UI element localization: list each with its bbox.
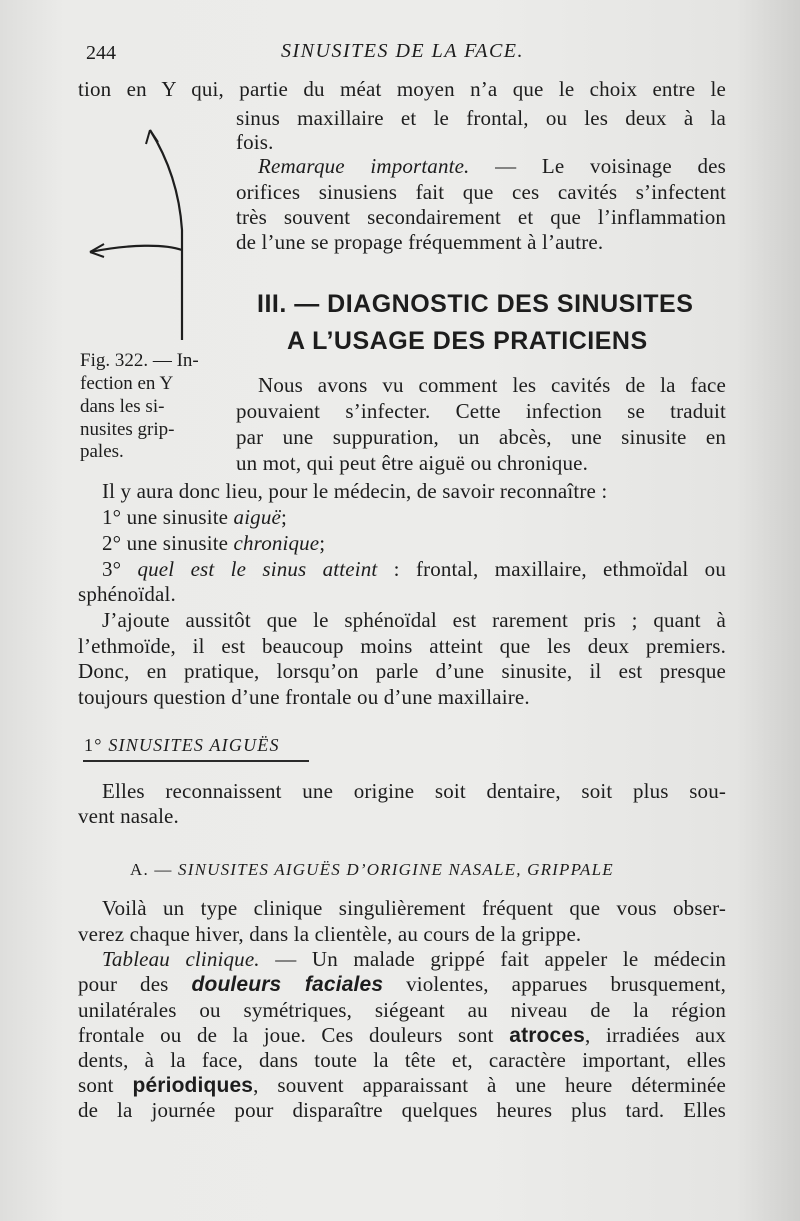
list-number: 2° <box>102 531 122 555</box>
page-number: 244 <box>86 42 116 64</box>
body-text-line: Il y aura donc lieu, pour le médecin, de savoir reconnaître : <box>102 479 608 503</box>
section-title-line2: A L’USAGE DES PRATICIENS <box>287 327 648 355</box>
subsection-heading <box>84 735 280 756</box>
list-text: une sinusite <box>121 531 234 555</box>
section-title-line1: III. — DIAGNOSTIC DES SINUSITES <box>257 290 694 318</box>
subsection-a-heading <box>130 860 614 880</box>
list-emphasis: quel est le sinus atteint <box>121 557 378 581</box>
body-text-line: l’ethmoïde, il est beaucoup moins atteint que les deux premiers. <box>78 634 726 658</box>
body-text-line: tion en Y qui, partie du méat moyen n’a que le choix entre le <box>78 77 726 101</box>
figure-caption-line: dans les si- <box>80 396 165 417</box>
tableau-text: , souvent apparaissant à une heure déterminée <box>253 1073 726 1097</box>
list-emphasis: chronique <box>233 531 320 555</box>
list-text: : frontal, maxillaire, ethmoïdal ou <box>377 557 726 581</box>
body-text-line: un mot, qui peut être aiguë ou chronique. <box>236 451 588 475</box>
remark-text: — Le voisinage des <box>469 154 726 178</box>
body-text-line: dents, à la face, dans toute la tête et, caractère important, elles <box>78 1048 726 1072</box>
tableau-text: violentes, apparues brusquement, <box>383 972 726 996</box>
remark-line <box>258 154 726 178</box>
body-text-line: Voilà un type clinique singulièrement fréquent que vous obser- <box>102 896 726 920</box>
body-text-line: par une suppuration, un abcès, une sinusite en <box>236 425 726 449</box>
figure-main-stem <box>150 130 182 340</box>
body-text-line: Nous avons vu comment les cavités de la face <box>258 373 726 397</box>
list-punctuation: ; <box>319 531 326 555</box>
list-number: 1° <box>102 505 122 529</box>
tableau-text: frontale ou de la joue. Ces douleurs sont <box>78 1023 510 1047</box>
remark-label: Remarque importante. <box>258 154 470 178</box>
tableau-text: — Un malade grippé fait appeler le médecin <box>259 947 726 971</box>
figure-caption-line: fection en Y <box>80 373 174 394</box>
tableau-line <box>78 1023 726 1048</box>
tableau-line <box>78 972 726 997</box>
figure-caption-line: Fig. 322. — In- <box>80 350 199 371</box>
body-text-line: sphénoïdal. <box>78 582 176 606</box>
list-text: une sinusite <box>121 505 234 529</box>
body-text-line: de l’une se propage fréquemment à l’autre. <box>236 230 604 254</box>
list-item-3 <box>102 557 726 581</box>
subsection-a-title: SINUSITES AIGUËS D’ORIGINE NASALE, GRIPPALE <box>178 860 614 879</box>
body-text-line: de la journée pour disparaître quelques heures plus tard. Elles <box>78 1098 726 1122</box>
list-emphasis: aiguë <box>233 505 281 529</box>
tableau-line <box>78 1073 726 1098</box>
list-number: 3° <box>102 557 122 581</box>
body-text-line: toujours question d’une frontale ou d’une maxillaire. <box>78 685 530 709</box>
body-text-line: très souvent secondairement et que l’inflammation <box>236 205 726 229</box>
emphasis-periodiques: périodiques <box>132 1074 254 1097</box>
subsection-title: SINUSITES AIGUËS <box>108 735 280 755</box>
body-text-line: sinus maxillaire et le frontal, ou les deux à la <box>236 106 726 130</box>
figure-322-y-diagram <box>80 120 190 345</box>
tableau-text: , irradiées aux <box>585 1023 726 1047</box>
subsection-number: 1° <box>84 735 103 755</box>
emphasis-douleurs-faciales: douleurs faciales <box>191 973 384 996</box>
body-text-line: Donc, en pratique, lorsqu’on parle d’une sinusite, il est presque <box>78 659 726 683</box>
running-title: SINUSITES DE LA FACE. <box>281 40 524 62</box>
tableau-label: Tableau clinique. <box>102 947 260 971</box>
body-text-line: unilatérales ou symétriques, siégeant au niveau de la région <box>78 998 726 1022</box>
tableau-text: pour des <box>78 972 192 996</box>
list-item-2 <box>102 531 325 555</box>
figure-caption-line: nusites grip- <box>80 419 175 440</box>
body-text-line: Elles reconnaissent une origine soit dentaire, soit plus sou- <box>102 779 726 803</box>
list-punctuation: ; <box>280 505 287 529</box>
emphasis-atroces: atroces <box>509 1024 586 1047</box>
body-text-line: fois. <box>236 130 274 154</box>
body-text-line: pouvaient s’infecter. Cette infection se traduit <box>236 399 726 423</box>
figure-side-branch <box>90 246 182 252</box>
body-text-line: orifices sinusiens fait que ces cavités s’infectent <box>236 180 726 204</box>
body-text-line: vent nasale. <box>78 804 179 828</box>
figure-caption-line: pales. <box>80 441 124 462</box>
subsection-underline <box>83 760 309 762</box>
tableau-text: sont <box>78 1073 133 1097</box>
body-text-line: J’ajoute aussitôt que le sphénoïdal est rarement pris ; quant à <box>102 608 726 632</box>
body-text-line: verez chaque hiver, dans la clientèle, au cours de la grippe. <box>78 922 582 946</box>
list-item-1 <box>102 505 287 529</box>
tableau-line <box>102 947 726 971</box>
subsection-a-prefix: A. — <box>130 860 179 879</box>
